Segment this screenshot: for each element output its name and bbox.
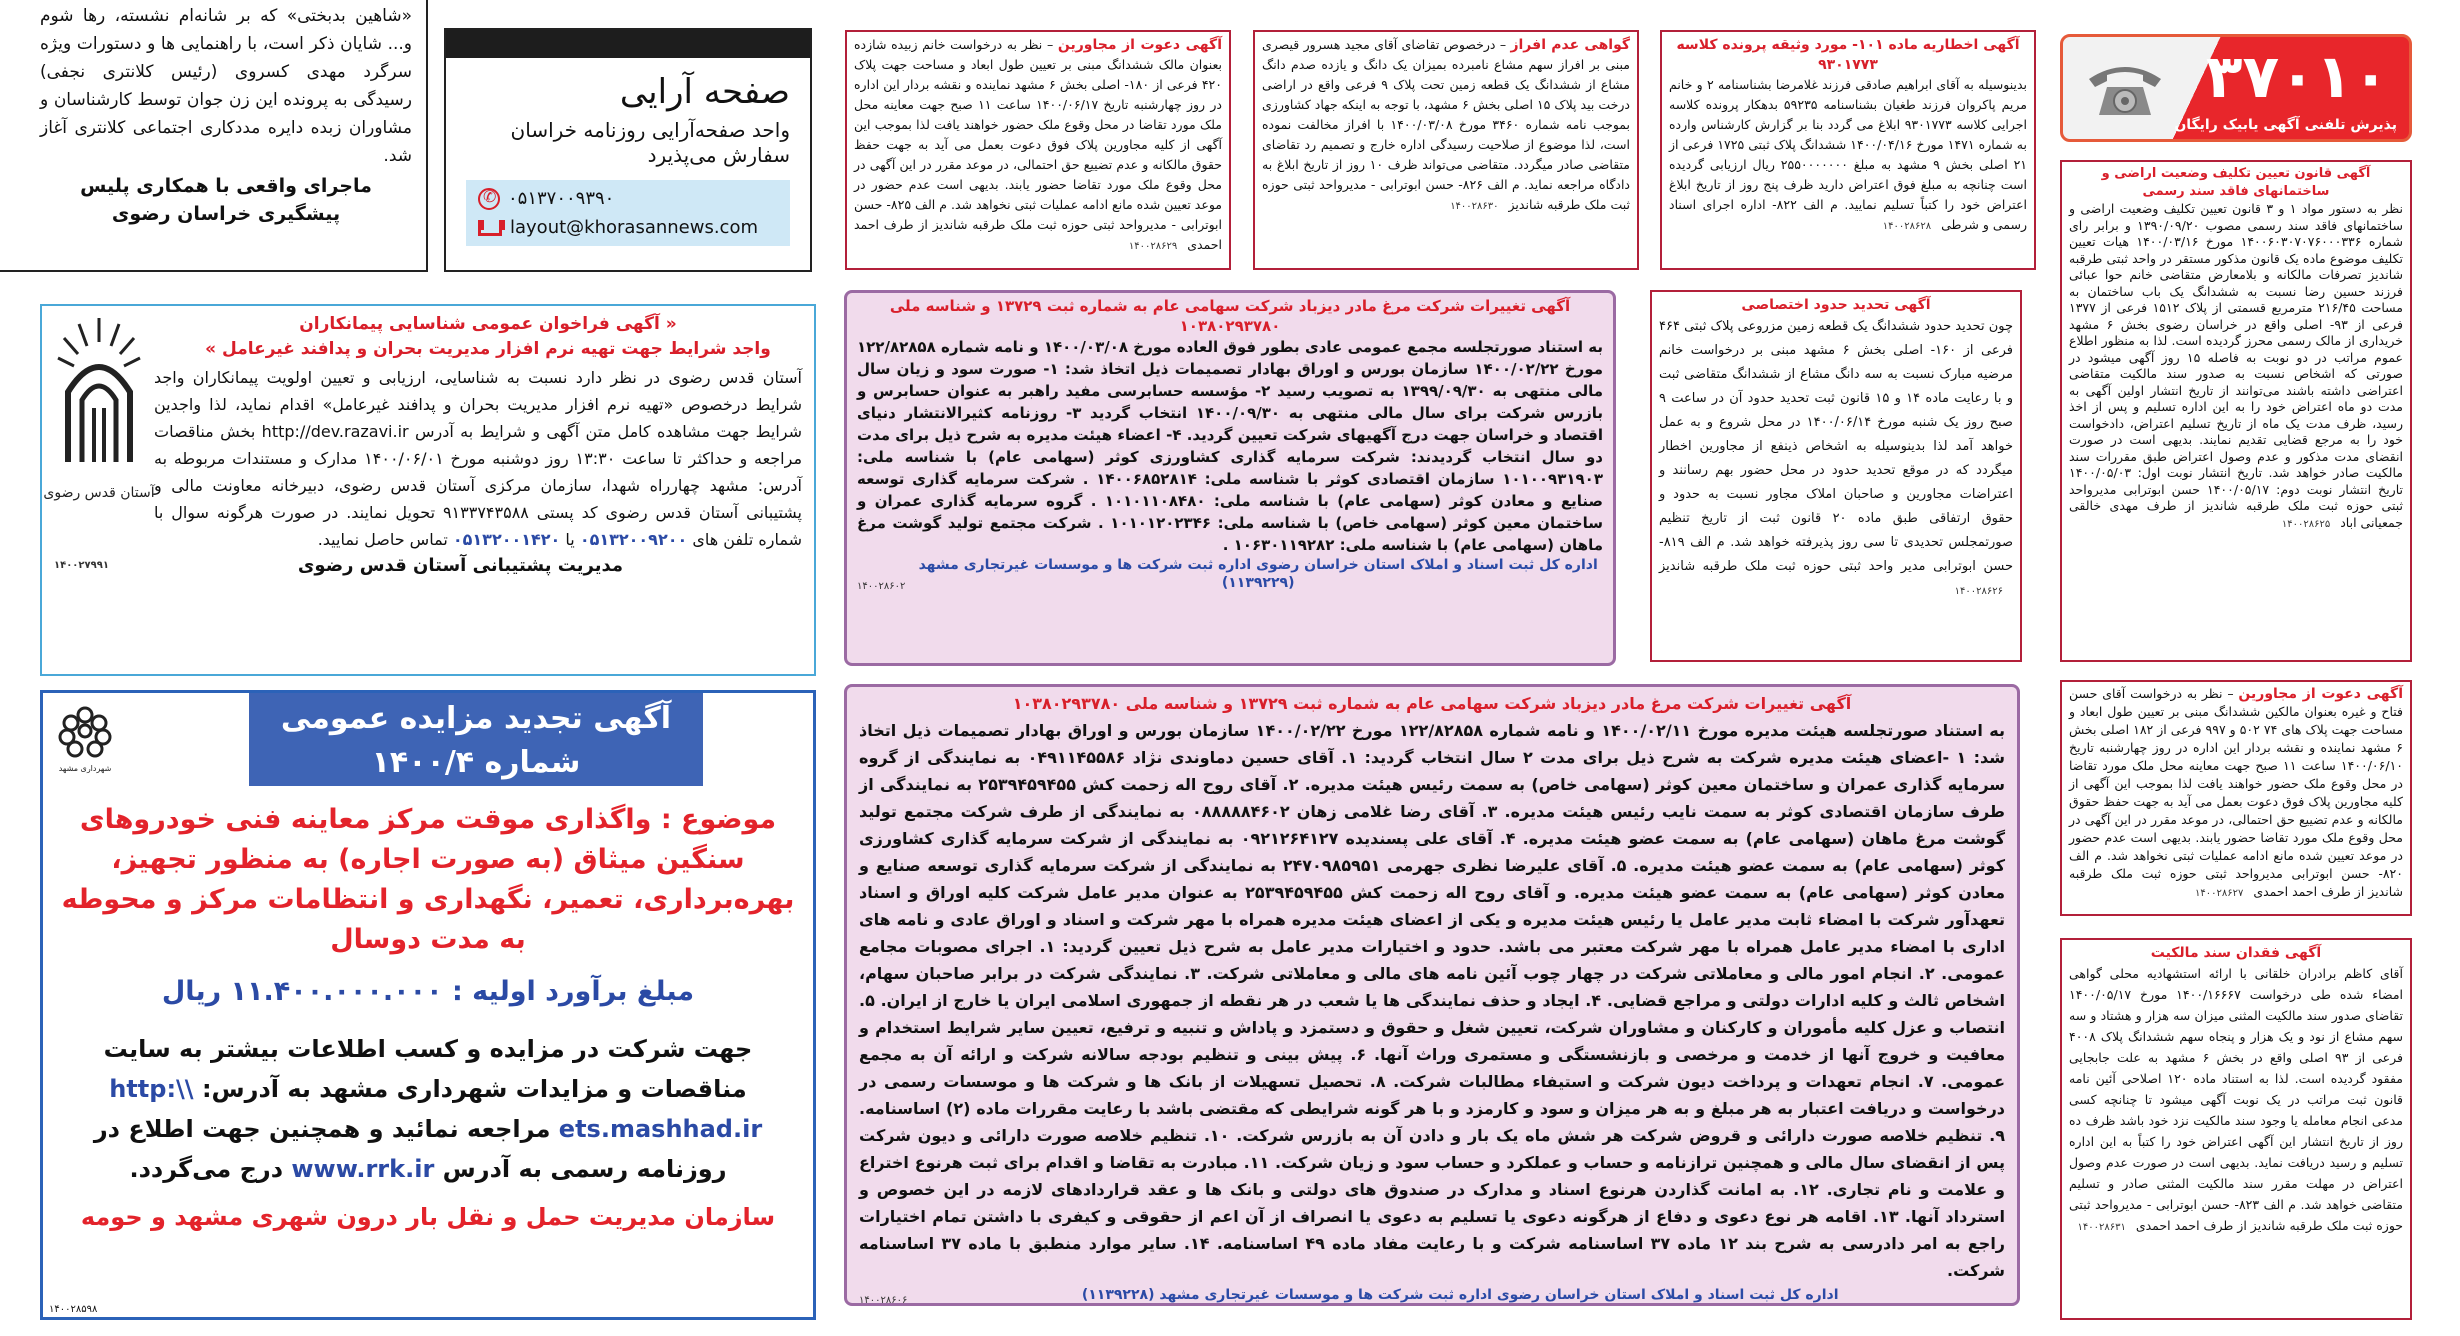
morgh2-footer: اداره کل ثبت اسناد و املاک استان خراسان رضوی اداره ثبت شرکت ها و موسسات غیرتجاری مشهد (۱۱۳۹۲۲۸): [1081, 1287, 1839, 1303]
layout-ad-title: صفحه آرایی: [619, 72, 790, 112]
ad-invite-neighbors-1: [845, 30, 1231, 270]
mashhad-municipality-logo: [57, 705, 113, 775]
auction-url-ets[interactable]: http:\\ ets.mashhad.ir: [109, 1075, 763, 1143]
company-change-ad-1: [844, 290, 1616, 666]
ad-body: چون تحدید حدود ششدانگ یک قطعه زمین مزروعی پلاک ثبتی ۴۶۴ فرعی از ۱۶۰- اصلی بخش ۶ مشهد مبنی بر درخواست خانم مرضیه مبارک نسبت به سه دانگ مشاع از ششدانگ متقاضی ثبت و با رعایت ماده ۱۴ و ۱۵ قانون ثبت تحدید حدود آن در ساعت ۹ صبح روز یک شنبه مورخ ۱۴۰۰/۰۶/۱۴ در محل شروع و به عمل خواهد آمد لذا بدینوسیله به اشخاص ذینفع از مجاورین اخطار میگردد که در موقع تحدید حدود در محل حضور بهم رسانند و اعتراضات مجاورین و صاحبان املاک مجاور نسبت به حدود و حقوق ارتفاقی طبق ماده ۲۰ قانون ثبت از تاریخ تنظیم صورتمجلس تحدیدی تا سی روز پذیرفته خواهد شد. م الف ۸۱۹- حسن ابوترابی مدیر واحد ثبتی حوزه ثبت ملک طرقبه شاندیز: [1659, 319, 2014, 574]
astan-signature: [54, 553, 802, 579]
ad-code: ۱۴۰۰۲۸۶۳۱: [2077, 1222, 2126, 1233]
ad-title: آگهی تحدید حدود اختصاصی: [1741, 297, 1931, 313]
auction-subject: موضوع : واگذاری موقت مرکز معاینه فنی خودروهای سنگین میثاق (به صورت اجاره) به منظور تجهیز، بهره‌برداری، تعمیر، نگهداری و انتظامات مرکز و محوطه به مدت دوسال: [61, 804, 795, 955]
auction-info-3: درج می‌گردد.: [129, 1155, 284, 1183]
ad-body: – نظر به درخواست آقای حسن فتاح و غیره بعنوان مالکین ششدانگ مبنی بر تعیین طول ابعاد و مساحت جهت پلاک های ۷۴ ۵۰۲ و ۹۹۷ فرعی از ۱۸۲ اصلی بخش ۶ مشهد نماینده و نقشه بردار این اداره در روز چهارشنبه تاریخ ۱۴۰۰/۰۶/۱۰ ساعت ۱۱ صبح جهت معاینه محل ملک مورد تقاضا در محل وقوع ملک حضور خواهند یافت لذا بموجب این آگهی از کلیه مجاورین پلاک فوق دعوت بعمل می آید به جهت حفظ حقوق مالکانه و عدم تضییع حق احتمالی، در موعد مقرر در این آگهی در محل وقوع ملک مورد تقاضا حضور یابند. بدیهی است عدم حضور در موعد تعیین شده مانع ادامه عملیات ثبتی نخواهد شد. م الف ۸۲۰- حسن ابوترابی مدیرواحد ثبتی حوزه ثبت ملک طرقبه شاندیز از طرف احمد احمدی: [2069, 686, 2404, 899]
ad-non-partition-certificate: [1253, 30, 1639, 270]
astan-or: یا: [565, 530, 575, 549]
ad-title: گواهی عدم افراز: [1510, 37, 1631, 53]
ad-invite-neighbors-2: [2060, 680, 2412, 916]
ad-title: آگهی دعوت از مجاورین: [2238, 686, 2403, 702]
ad-code: ۱۴۰۰۲۸۶۰۶: [859, 1295, 908, 1306]
logo-text: آستان قدس رضوی: [43, 485, 155, 501]
astan-body: آستان قدس رضوی در نظر دارد نسبت به شناسایی، ارزیابی و تعیین اولویت پیمانکاران واجد شرایط درخصوص «تهیه نرم افزار مدیریت بحران و پدافند غیرعامل» اقدام نماید، لذا واجدین شرایط جهت مشاهده کامل متن آگهی و شرایط به آدرس http://dev.razavi.ir بخش مناقصات مراجعه و حداکثر تا ساعت ۱۳:۳۰ روز دوشنبه مورخ ۱۴۰۰/۰۶/۰۱ مدارک و مستندات مربوطه به آدرس: مشهد چهارراه شهدا، سازمان مرکزی آستان قدس رضوی، دبیرخانه معاونت مالی و پشتیبانی آستان قدس رضوی کد پستی ۹۱۳۳۷۴۳۵۸۸ تحویل نمایند. در صورت هرگونه سوال با شماره تلفن های: [154, 368, 803, 549]
layout-service-ad: [444, 28, 812, 272]
layout-ad-contact: [466, 180, 790, 246]
ad-body: – نظر به درخواست خانم زبیده شازده بعنوان مالک ششدانگ مبنی بر تعیین طول ابعاد و مساحت جهت پلاک ۴۲۰ فرعی از ۱۸۰- اصلی بخش ۶ مشهد نماینده و نقشه بردار این اداره در روز چهارشنبه تاریخ ۱۴۰۰/۰۶/۱۷ ساعت ۱۱ صبح جهت معاینه محل ملک مورد تقاضا در محل وقوع ملک حضور خواهند یافت لذا بموجب این آگهی از کلیه مجاورین پلاک فوق دعوت بعمل می آید به جهت حفظ حقوق مالکانه و عدم تضییع حق احتمالی، در موعد مقرر در این آگهی در محل وقوع ملک مورد تقاضا حضور یابند. بدیهی است عدم حضور در موعد تعیین شده مانع ادامه عملیات ثبتی نخواهد شد. م الف ۸۲۵- حسن ابوترابی - مدیرواحد ثبتی حوزه ثبت ملک طرقبه شاندیز از طرف احمد احمدی: [854, 37, 1222, 252]
banner-number: ۳۷۰۱۰: [2205, 42, 2389, 112]
auction-info-2: مراجعه نمائید و همچنین جهت اطلاع در روزنامه رسمی به آدرس: [93, 1115, 727, 1183]
banner-subtitle: پذیرش تلفنی آگهی یابیک رایگان: [2174, 117, 2397, 133]
morgh2-title: آگهی تغییرات شرکت مرغ مادر دیزباد شرکت سهامی عام به شماره ثبت ۱۳۷۲۹ و شناسه ملی ۱۰۳۸۰۲۹۳۷۸۰: [1012, 694, 1852, 713]
auction-info-1: جهت شرکت در مزایده و کسب اطلاعات بیشتر به سایت مناقصات و مزایدات شهرداری مشهد به آدرس:: [103, 1035, 753, 1103]
auction-info: [57, 1029, 799, 1189]
mashhad-auction-ad: [40, 690, 816, 1320]
ad-code: ۱۴۰۰۲۸۵۹۸: [49, 1304, 98, 1315]
morgh2-body: به استناد صورتجلسه هیئت مدیره مورخ ۱۴۰۰/۰۲/۱۱ و نامه شماره ۱۲۲/۸۲۸۵۸ مورخ ۱۴۰۰/۰۲/۲۲ سازمان بورس و اوراق بهادار تصمیمات ذیل اتخاذ شد: ۱ -اعضای هیئت مدیره شرکت به شرح ذیل برای مدت ۲ سال انتخاب گردید: ۱. آقای حسین دماوندی نژاد ۰۴۹۱۱۴۵۵۸۶ به نمایندگی از گروه سرمایه گذاری عمران و ساختمان معین کوثر (سهامی خاص) به سمت رئیس هیئت مدیره. ۲. آقای روح اله زحمت کش ۲۵۳۹۴۵۹۴۵۵ به نمایندگی از طرف سازمان اقتصادی کوثر به سمت نایب رئیس هیئت مدیره. ۳. آقای رضا غلامی زهان ۰۸۸۸۸۸۴۶۰۲ به نمایندگی از طرف شرکت مجتمع تولید گوشت مرغ ماهان (سهامی عام) به سمت عضو هیئت مدیره. ۴. آقای علی پسندیده ۰۹۲۱۲۶۴۱۲۷ به نمایندگی از شرکت سرمایه گذاری کشاورزی کوثر (سهامی عام) به سمت عضو هیئت مدیره. ۵. آقای علیرضا نظری جهرمی ۲۴۷۰۹۸۵۹۵۱ به نمایندگی از شرکت سرمایه گذاری توسعه صنایع و معادن کوثر (سهامی عام) به سمت عضو هیئت مدیره. و آقای روح اله زحمت کش ۲۵۳۹۴۵۹۴۵۵ به عنوان مدیر عامل شرکت کلیه اوراق و اسناد تعهدآور شرکت با امضاء ثابت مدیر عامل یا رئیس هیئت مدیره و یکی از اعضای هیئت مدیره همراه با مهر شرکت و اسناد و اوراق عادی و نامه های اداری با امضاء مدیر عامل همراه با مهر شرکت معتبر می باشد. حدود و اختیارات مدیر عامل به شرح ذیل تعیین گردید: ۱. اجرای مصوبات مجامع عمومی. ۲. انجام امور مالی و معاملاتی شرکت در چهار چوب آئین نامه های مالی و معاملاتی شرکت. ۳. نمایندگی شرکت در برابر صاحبان سهام، اشخاص ثالث و کلیه ادارات دولتی و مراجع قضایی. ۴. ایجاد و حذف نمایندگی ها یا شعب در هر نقطه از جمهوری اسلامی ایران یا خارج از ایران. ۵. انتصاب و عزل کلیه مأموران و کارکنان و مشاوران شرکت، تعیین شغل و حقوق و دستمزد و پاداش و تنبیه و ترفیع، تعیین سایر شرایط استخدام و معافیت و خروج آنها از خدمت و مرخصی و بازنشستگی و مستمری وراث آنها. ۶. پیش بینی و تنظیم بودجه سالانه شرکت و ارائه آن به مجمع عمومی. ۷. انجام تعهدات و پرداخت دیون شرکت و استیفاء مطالبات شرکت. ۸. تحصیل تسهیلات از بانک ها و شرکت ها و موسسات رسمی در درخواست و دریافت اعتبار به هر مبلغ و به هر میزان و سود و کارمزد و با هر گونه شرایطی که مقتضی باشد با رعایت مقررات ماده (۲) اساسنامه. ۹. تنظیم خلاصه صورت دارائی و قروض شرکت هر شش ماه یک بار و دادن آن به بازرس شرکت. ۱۰. تنظیم خلاصه صورت دارائی و دیون شرکت پس از انقضای سال مالی و همچنین ترازنامه و حساب و عملکرد و حساب سود و زیان شرکت. ۱۱. مبادرت به تقاضا و اقدام برای ثبت هرنوع اختراع و علامت و نام تجاری. ۱۲. به امانت گذاردن هرنوع اسناد و مدارک در صندوق های دولتی و بانک ها و عقد قراردادهای لازمه در این خصوص و استرداد آنها. ۱۳. اقامه هر نوع دعوی و دفاع از هرگونه دعوی یا تسلیم به دعوی یا انصراف از آن اعم از حقوقی و کیفری با داشتن تمام اختیارات راجع به امر دادرسی به شرح بند ۱۲ ماده ۳۷ اساسنامه شرکت و با رعایت مفاد ماده ۴۹ اساسنامه. ۱۴. سایر موارد منطبق با ماده ۳۷ اساسنامه شرکت.: [859, 721, 2006, 1280]
telephone-icon: [2085, 59, 2165, 119]
astan-quds-tender-ad: [40, 304, 816, 676]
morgh1-body: به استناد صورتجلسه مجمع عمومی عادی بطور فوق العاده مورخ ۱۴۰۰/۰۳/۰۸ و نامه شماره ۱۲۲/۸۲۸۵۸ مورخ ۱۴۰۰/۰۲/۲۲ سازمان بورس و اوراق بهادار تصمیمات ذیل اتخاذ شد: ۱- صورت سود و زیان سال مالی منتهی به ۱۳۹۹/۰۹/۳۰ به تصویب رسید ۲- مؤسسه حسابرسی مفید راهبر به عنوان حسابرس و بازرس شرکت برای سال مالی منتهی به ۱۴۰۰/۰۹/۳۰ انتخاب گردید ۳- روزنامه کثیرالانتشار دنیای اقتصاد و خراسان جهت درج آگهیهای شرکت تعیین گردید. ۴- اعضاء هیئت مدیره به شرح ذیل برای مدت دو سال انتخاب گردیدند: شرکت سرمایه گذاری کشاورزی کوثر (سهامی عام) با شناسه ملی: ۱۰۱۰۰۹۳۱۹۰۳ سازمان اقتصادی کوثر با شناسه ملی: ۱۴۰۰۶۸۵۲۸۱۴ . شرکت سرمایه گذاری توسعه صنایع و معادن کوثر (سهامی عام) با شناسه ملی: ۱۰۱۰۱۱۰۸۴۸۰ . گروه سرمایه گذاری عمران و ساختمان معین کوثر (سهامی خاص) با شناسه ملی: ۱۰۱۰۱۲۰۲۳۴۶ . شرکت مجتمع تولید گوشت مرغ ماهان (سهامی عام) با شناسه ملی: ۱۰۶۳۰۱۱۹۲۸۲ .: [857, 338, 1603, 554]
ad-article-101-notice: [1660, 30, 2036, 270]
ad-land-status-law: [2060, 160, 2412, 662]
astan-phone-2: ۰۵۱۳۲۰۰۱۴۲۰: [452, 530, 561, 549]
layout-ad-phone: ۰۵۱۳۷۰۰۹۳۹۰: [508, 188, 615, 209]
phone-ad-banner: [2060, 34, 2412, 142]
morgh1-title: آگهی تغییرات شرکت مرغ مادر دیزباد شرکت سهامی عام به شماره ثبت ۱۳۷۲۹ و شناسه ملی ۱۰۳۸۰۲۹۳۷۸۰: [889, 297, 1571, 335]
layout-ad-header-bar: [446, 30, 810, 58]
logo-text: شهرداری مشهد: [58, 764, 112, 773]
company-change-ad-2: [844, 684, 2020, 1306]
astan-title-2: واجد شرایط جهت تهیه نرم افزار مدیریت بحران و پدافند غیرعامل »: [205, 339, 771, 359]
morgh1-footer: اداره کل ثبت اسناد و املاک استان خراسان رضوی اداره ثبت شرکت ها و موسسات غیرتجاری مشهد (۱۱۳۹۲۲۹): [918, 557, 1598, 591]
auction-price: مبلغ برآورد اولیه : ۱۱.۴۰۰.۰۰۰.۰۰۰ ریال: [161, 976, 695, 1007]
ad-body: نظر به دستور مواد ۱ و ۳ قانون تعیین تکلیف وضعیت اراضی و ساختمانهای فاقد سند رسمی مصوب ۱۳۹۰/۰۹/۲۰ و برابر رای شماره ۱۴۰۰۶۰۳۰۷۰۷۶۰۰۰۳۳۶ مورخ ۱۴۰۰/۰۳/۱۶ هیات تعیین تکلیف موضوع ماده یک قانون مذکور مستقر در واحد ثبتی طرقبه شاندیز تصرفات مالکانه و بلامعارض متقاضی خانم حوا عبائی فرزند حسین رضا نسبت به ششدانگ یک باب ساختمان به مساحت ۲۱۶/۴۵ مترمربع قسمتی از پلاک ۱۵۱۲ فرعی از ۱۳۷۷ فرعی از ۹۳- اصلی واقع در خراسان رضوی بخش ۶ مشهد خریداری از مالک رسمی محرز گردیده است. لذا به منظور اطلاع عموم مراتب در دو نوبت به فاصله ۱۵ روز آگهی میشود در صورتی که اشخاص نسبت به صدور سند مالکیت متقاضی اعتراضی داشته باشند می‌توانند از تاریخ انتشار اولین آگهی به مدت دو ماه اعتراض خود را به این اداره تسلیم و پس از اخذ رسید، ظرف مدت یک ماه از تاریخ تسلیم اعتراض، دادخواست خود را به مرجع قضایی تقدیم نمایند. بدیهی است در صورت انقضای مدت مذکور و عدم وصول اعتراض طبق مقررات سند مالکیت صادر خواهد شد. تاریخ انتشار نوبت اول: ۱۴۰۰/۰۵/۰۳ تاریخ انتشار نوبت دوم: ۱۴۰۰/۰۵/۱۷ حسن ابوترابی مدیرواحد ثبتی حوزه ثبت ملک طرقبه شاندیز از طرف مهدی خالقی جمعیانی اباد: [2069, 201, 2404, 530]
ad-title: آگهی اخطاریه ماده ۱۰۱- مورد وثیقه پرونده کلاسه ۹۳۰۱۷۷۳: [1676, 37, 2020, 73]
auction-number: شماره ۱۴۰۰/۴: [371, 745, 581, 780]
astan-quds-logo: [43, 312, 155, 512]
auction-organization: سازمان مدیریت حمل و نقل بار درون شهری مشهد و حومه: [80, 1203, 776, 1231]
auction-url-rrk[interactable]: www.rrk.ir: [291, 1155, 435, 1183]
ad-title: آگهی قانون تعیین تکلیف وضعیت اراضی و ساختمانهای فاقد سند رسمی: [2101, 166, 2371, 199]
story-text: «شاهین بدبختی» که بر شانه‌ام نشسته، رها شوم و... شایان ذکر است، با راهنمایی ها و دستورات ویژه سرگرد مهدی کسروی (رئیس کلانتری نجفی) رسیدگی به پرونده این زن جوان توسط کارشناسان و مشاوران زبده دایره مددکاری اجتماعی کلانتری آغاز شد.: [40, 6, 412, 166]
layout-ad-email[interactable]: layout@khorasannews.com: [510, 217, 759, 238]
astan-signature-text: مدیریت پشتیبانی آستان قدس رضوی: [297, 555, 624, 576]
ad-code: ۱۴۰۰۲۸۶۲۹: [1128, 241, 1178, 252]
ad-body: بدینوسیله به آقای ابراهیم صادقی فرزند غلامرضا بشناسنامه ۲ و خانم مریم پاکروان فرزند طغیان بشناسنامه ۵۹۲۳۵ بدهکار پرونده کلاسه اجرایی کلاسه ۹۳۰۱۷۷۳ ابلاغ می گردد بنا بر گزارش کارشناس وارده به شماره ۱۴۷۱ مورخ ۱۴۰۰/۰۴/۱۶ ششدانگ پلاک ثبتی ۱۷۲۵ فرعی از ۲۱ اصلی بخش ۹ مشهد به مبلغ ۲۵۵۰۰۰۰۰۰۰ ریال ارزیابی گردیده است چنانچه به مبلغ فوق اعتراض دارید ظرف پنج روز از تاریخ ابلاغ اعتراض خود را کتباً تسلیم نمایید. م الف ۸۲۲- اداره اجرای اسناد رسمی و شرطی: [1669, 77, 2028, 232]
ad-code: ۱۴۰۰۲۸۶۲۶: [1954, 586, 2003, 597]
ad-body: – درخصوص تقاضای آقای مجید هسرور قیصری مبنی بر افراز سهم مشاع نامبرده بمیزان یک دانگ و یازده صدم دانگ مشاع از ششدانگ یک قطعه زمین تحت پلاک ۹ فرعی واقع در اراضی درخت بید پلاک ۱۵ اصلی بخش ۶ مشهد، با توجه به اینکه جهاد کشاورزی بموجب نامه شماره ۳۴۶۰ مورخ ۱۴۰۰/۰۳/۰۸ با افراز مخالفت نموده است، لذا موضوع از صلاحیت رسیدگی اداره خارج و تصمیم رد تقاضای متقاضی صادر میگردد. متقاضی می‌تواند ظرف ۱۰ روز از تاریخ ابلاغ به دادگاه مراجعه نماید. م الف ۸۲۶- حسن ابوترابی - مدیرواحد ثبتی حوزه ثبت ملک طرقبه شاندیز: [1262, 37, 1630, 212]
ad-title: آگهی دعوت از مجاورین: [1057, 37, 1222, 53]
ad-code: ۱۴۰۰۲۸۶۲۷: [2194, 888, 2244, 899]
layout-ad-description: واحد صفحه‌آرایی روزنامه خراسان سفارش می‌پذیرد: [510, 118, 790, 167]
astan-phone-1: ۰۵۱۳۲۰۰۹۲۰۰: [579, 530, 688, 549]
ad-code: ۱۴۰۰۲۸۶۳۰: [1450, 201, 1499, 212]
auction-title: آگهی تجدید مزایده عمومی: [280, 701, 672, 736]
ad-code: ۱۴۰۰۲۸۶۲۸: [1882, 221, 1932, 232]
astan-title-1: « آگهی فراخوان عمومی شناسایی پیمانکاران: [299, 314, 677, 334]
story-signature: ماجرای واقعی با همکاری پلیس پیشگیری خراسان رضوی: [80, 175, 372, 225]
phone-icon: [478, 188, 500, 210]
astan-tail: تماس حاصل نمایید.: [317, 530, 448, 549]
ad-lost-deed: [2060, 938, 2412, 1320]
ad-title: آگهی فقدان سند مالکیت: [2150, 945, 2322, 961]
ad-boundary-demarcation: [1650, 290, 2022, 662]
ad-code: ۱۴۰۰۲۷۹۹۱: [54, 560, 109, 571]
story-column: [0, 0, 428, 272]
ad-code: ۱۴۰۰۲۸۶۲۵: [2281, 518, 2331, 530]
mail-icon: [478, 220, 502, 236]
auction-header: [249, 693, 703, 786]
ad-body: آقای کاظم برادران خلقانی با ارائه استشهادیه محلی گواهی امضاء شده طی درخواست ۱۴۰۰/۱۶۶۶۷ مورخ ۱۴۰۰/۰۵/۱۷ تقاضای صدور سند مالکیت المثنی میزان سه هزار و هشتاد و سه سهم مشاع از نود و یک هزار و پنجاه سهم ششدانگ پلاک ۴۰۰۸ فرعی از ۹۳ اصلی واقع در بخش ۶ مشهد به علت جابجایی مفقود گردیده است. لذا به استناد ماده ۱۲۰ اصلاحی آئین نامه قانون ثبت مراتب در یک نوبت آگهی میشود تا چنانچه کسی مدعی انجام معامله یا وجود سند مالکیت نزد خود باشد ظرف ده روز از تاریخ انتشار این آگهی اعتراض خود را کتباً به این اداره تسلیم و رسید دریافت نماید. بدیهی است در صورت عدم وصول اعتراض در مهلت مقرر سند مالکیت المثنی صادر و تسلیم متقاضی خواهد شد. م الف ۸۲۳- حسن ابوترابی - مدیرواحد ثبتی حوزه ثبت ملک طرقبه شاندیز از طرف احمد احمدی: [2069, 966, 2403, 1233]
ad-code: ۱۴۰۰۲۸۶۰۲: [857, 581, 906, 592]
